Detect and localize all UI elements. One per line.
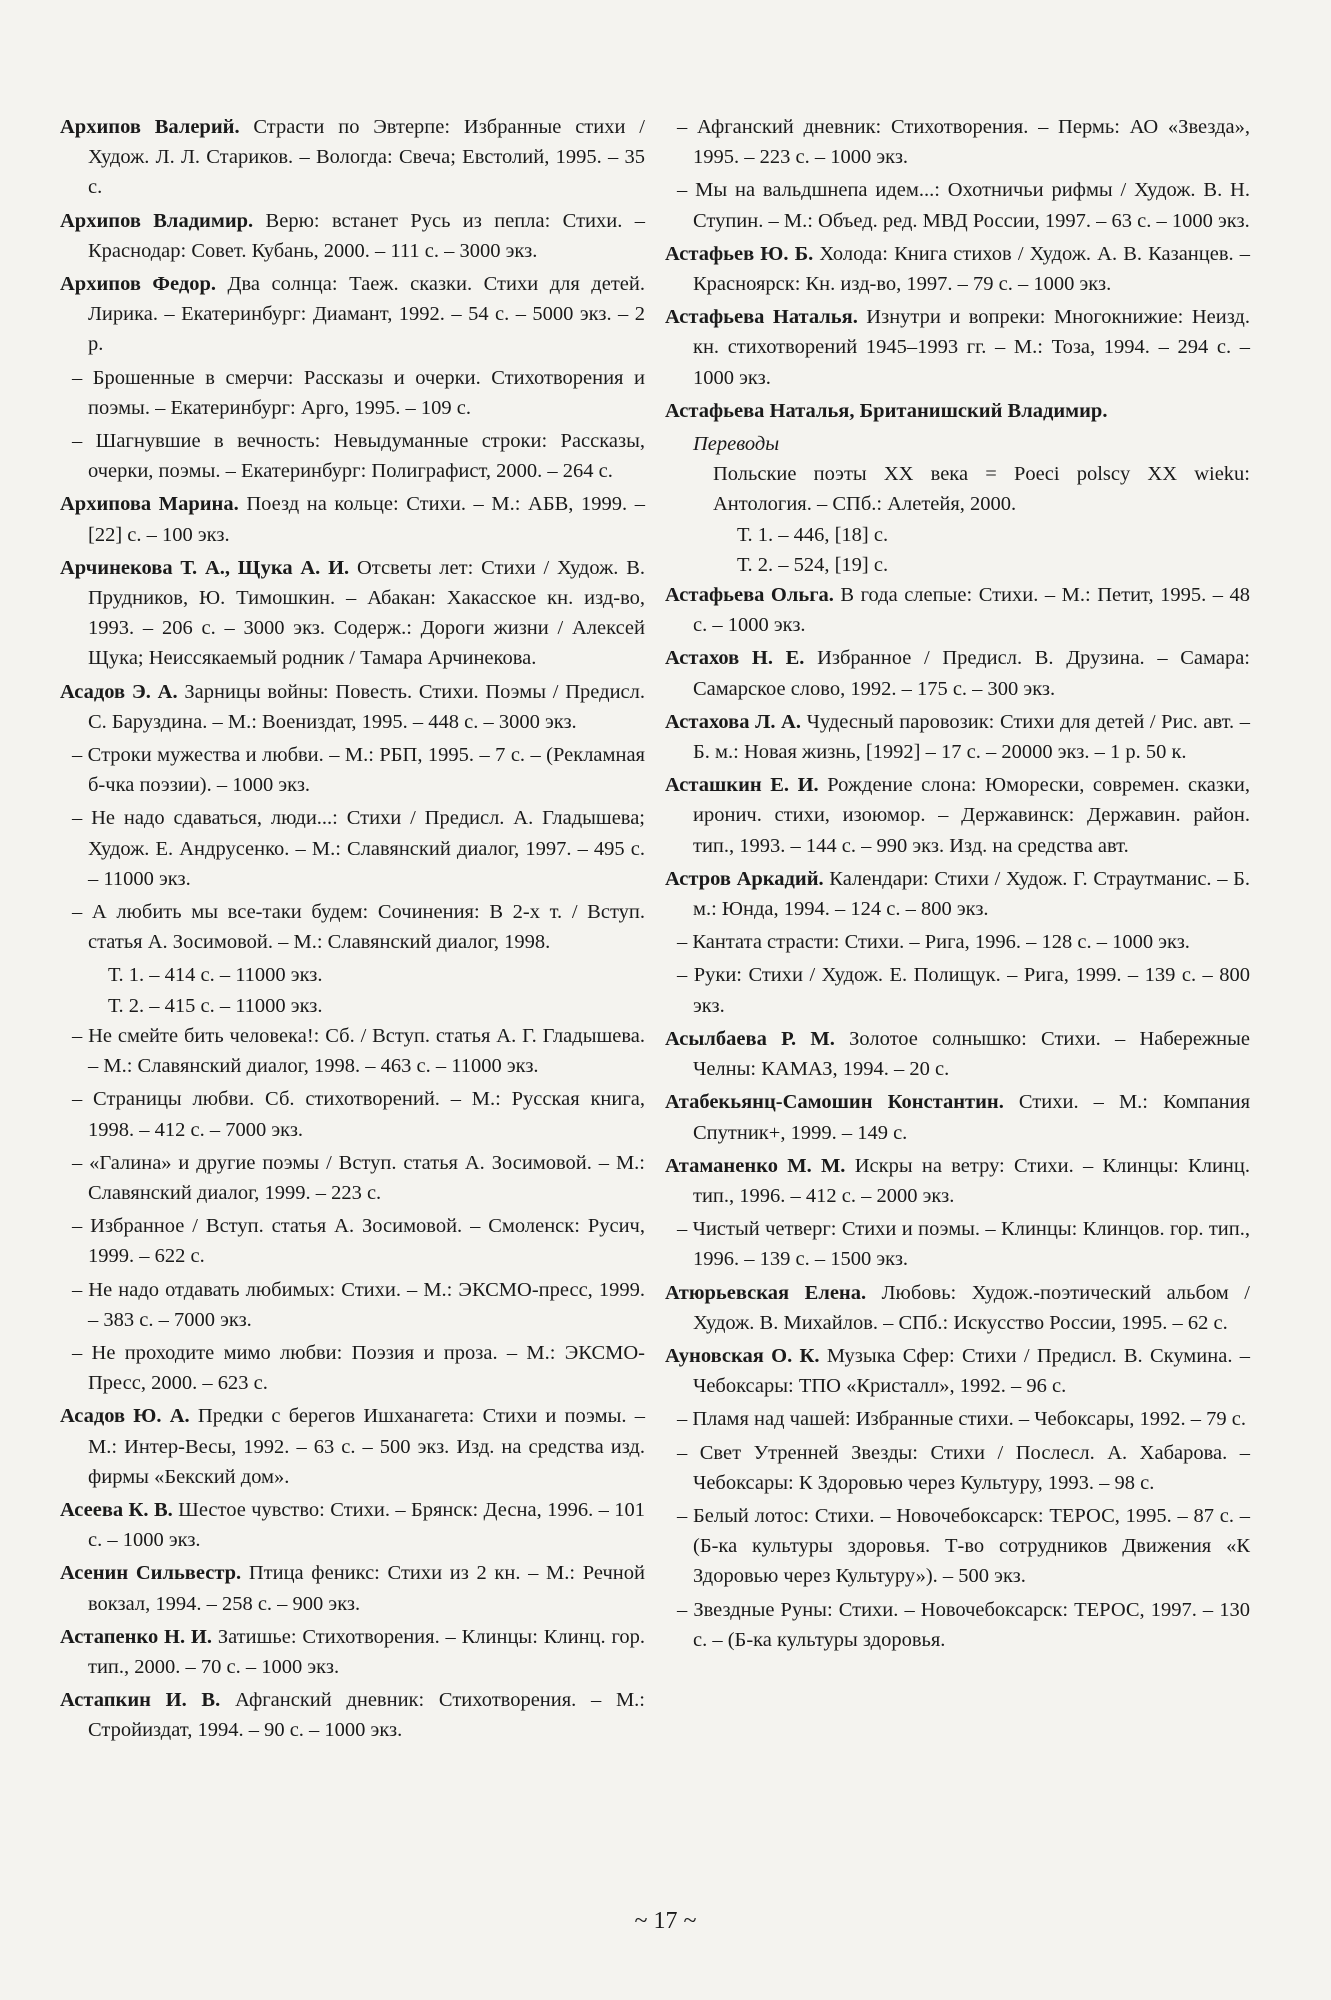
entry-text: Верю: встанет Русь из пепла: Стихи. – Краснодар: Совет. Кубань, 2000. – 111 с. – 3000 экз. (88, 209, 645, 262)
entry-text: Затишье: Стихотворения. – Клинцы: Клинц. гор. тип., 2000. – 70 с. – 1000 экз. (88, 1625, 645, 1678)
sub-entry: – Свет Утренней Звезды: Стихи / Послесл. А. Хабарова. – Чебоксары: К Здоровью через Культуру, 1993. – 98 с. (677, 1441, 1250, 1494)
entry-author: Арчинекова Т. А., Щука А. И. (60, 556, 350, 579)
entry-text: Зарницы войны: Повесть. Стихи. Поэмы / Предисл. С. Баруздина. – М.: Воениздат, 1995. – 448 с. – 3000 экз. (88, 680, 645, 733)
entry-author: Архипов Владимир. (60, 209, 254, 232)
entry-author: Атюрьевская Елена. (665, 1281, 867, 1304)
sub-entry: – Мы на вальдшнепа идем...: Охотничьи рифмы / Худож. В. Н. Ступин. – М.: Объед. ред. МВД России, 1997. – 63 с. – 1000 экз. (677, 179, 1250, 232)
entry-author: Ауновская О. К. (665, 1344, 820, 1367)
entry-line: Т. 1. – 414 с. – 11000 экз. (108, 964, 323, 987)
entry-text: Избранное / Предисл. В. Друзина. – Самара: Самарское слово, 1992. – 175 с. – 300 экз. (693, 647, 1250, 700)
sub-entry: – Руки: Стихи / Худож. Е. Полищук. – Рига, 1999. – 139 с. – 800 экз. (677, 964, 1250, 1017)
entry-text: Любовь: Худож.-поэтический альбом / Худож. В. Михайлов. – СПб.: Искусство России, 1995. – 62 с. (693, 1281, 1250, 1334)
entry-text: Рождение слона: Юморески, современ. сказки, иронич. стихи, изоюмор. – Державинск: Державин. район. тип., 1993. – 144 с. – 990 экз. Изд. на средства авт. (693, 774, 1251, 857)
entry-author: Асташкин Е. И. (665, 774, 819, 797)
bibliography-entry (665, 239, 1250, 299)
bibliography-entry (665, 1024, 1250, 1084)
sub-entry: – Не надо сдаваться, люди...: Стихи / Предисл. А. Гладышева; Худож. Е. Андрусенко. – М.: Славянский диалог, 1997. – 495 с. – 11000 экз. (72, 807, 645, 890)
sub-entry: – Избранное / Вступ. статья А. Зосимовой. – Смоленск: Русич, 1999. – 622 с. (72, 1215, 645, 1268)
entry-author: Архипов Валерий. (60, 116, 240, 138)
bibliography-entry (665, 707, 1250, 767)
sub-entry: – Строки мужества и любви. – М.: РБП, 1995. – 7 с. – (Рекламная б-чка поэзии). – 1000 экз. (72, 744, 645, 797)
section-label: Переводы (693, 433, 780, 456)
entry-author: Архипов Федор. (60, 273, 216, 296)
entry-author: Атабекьянц-Самошин Константин. (665, 1091, 1004, 1114)
entry-author: Асадов Э. А. (60, 680, 178, 703)
bibliography-entry (665, 770, 1250, 861)
entry-author: Астафьев Ю. Б. (665, 242, 814, 265)
entry-author: Асадов Ю. А. (60, 1405, 190, 1428)
entry-text: Птица феникс: Стихи из 2 кн. – М.: Речной вокзал, 1994. – 258 с. – 900 экз. (88, 1562, 645, 1615)
bibliography-entry (60, 1622, 645, 1682)
entry-author: Астафьева Наталья. (665, 306, 858, 329)
bibliography-entry (60, 1495, 645, 1555)
sub-entry: – «Галина» и другие поэмы / Вступ. статья А. Зосимовой. – М.: Славянский диалог, 1999. – 223 с. (72, 1151, 645, 1204)
bibliography-entry (60, 553, 645, 674)
entry-text: Календари: Стихи / Худож. Г. Страутманис. – Б. м.: Юнда, 1994. – 124 с. – 800 экз. (693, 867, 1250, 921)
bibliography-entry (665, 580, 1250, 640)
sub-entry: – Не проходите мимо любви: Поэзия и проза. – М.: ЭКСМО-Пресс, 2000. – 623 с. (72, 1341, 645, 1395)
sub-entry: – Пламя над чашей: Избранные стихи. – Чебоксары, 1992. – 79 с. (677, 1408, 1246, 1431)
entry-text: Страсти по Эвтерпе: Избранные стихи / Худож. Л. Л. Стариков. – Вологда: Свеча; Евстолий, 1995. – 35 с. (88, 116, 645, 199)
bibliography-entry (60, 269, 645, 360)
bibliography-entry (60, 206, 645, 266)
sub-entry: – Афганский дневник: Стихотворения. – Пермь: АО «Звезда», 1995. – 223 с. – 1000 экз. (677, 116, 1250, 169)
entry-author: Астапкин И. В. (60, 1689, 221, 1712)
entry-text: Предки с берегов Ишханагета: Стихи и поэмы. – М.: Интер-Весы, 1992. – 63 с. – 500 экз. Изд. на средства изд. фирмы «Бекский дом». (88, 1405, 645, 1488)
entry-author: Астахова Л. А. (665, 710, 801, 733)
sub-entry: – Кантата страсти: Стихи. – Рига, 1996. – 128 с. – 1000 экз. (677, 931, 1190, 954)
sub-entry: – Страницы любви. Сб. стихотворений. – М.: Русская книга, 1998. – 412 с. – 7000 экз. (72, 1088, 645, 1141)
page-number: ~ 17 ~ (634, 1908, 697, 1934)
sub-entry: – А любить мы все-таки будем: Сочинения: В 2-х т. / Вступ. статья А. Зосимовой. – М.: Славянский диалог, 1998. (72, 901, 645, 954)
entry-line: Т. 1. – 446, [18] с. (737, 523, 889, 546)
entry-line: Т. 2. – 524, [19] с. (737, 553, 889, 576)
sub-entry: – Звездные Руны: Стихи. – Новочебоксарск: ТЕРОС, 1997. – 130 с. – (Б-ка культуры здоровья. (677, 1598, 1250, 1651)
entry-text: Поезд на кольце: Стихи. – М.: АБВ, 1999. – [22] с. – 100 экз. (88, 493, 645, 546)
sub-entry: – Шагнувшие в вечность: Невыдуманные строки: Рассказы, очерки, поэмы. – Екатеринбург: Полиграфист, 2000. – 264 с. (72, 430, 645, 483)
entry-text: Холода: Книга стихов / Худож. А. В. Казанцев. – Красноярск: Кн. изд-во, 1997. – 79 с. – 1000 экз. (693, 242, 1251, 296)
bibliography-entry (60, 1685, 645, 1745)
bibliography-entry (665, 302, 1250, 393)
entry-text: Искры на ветру: Стихи. – Клинцы: Клинц. тип., 1996. – 412 с. – 2000 экз. (693, 1154, 1250, 1207)
entry-author: Астапенко Н. И. (60, 1625, 212, 1648)
entry-line: Польские поэты XX века = Poeci polscy XX wieku: Антология. – СПб.: Алетейя, 2000. (713, 463, 1250, 516)
bibliography-entry (665, 864, 1250, 924)
entry-text: Музыка Сфер: Стихи / Предисл. В. Скумина. – Чебоксары: ТПО «Кристалл», 1992. – 96 с. (693, 1344, 1250, 1398)
right-column (665, 112, 1250, 1658)
entry-author: Астахов Н. Е. (665, 647, 805, 670)
entry-text: В года слепые: Стихи. – М.: Петит, 1995. – 48 с. – 1000 экз. (693, 584, 1251, 637)
left-column (60, 112, 645, 1749)
bibliography-entry (665, 1341, 1250, 1401)
entry-text: Отсветы лет: Стихи / Худож. В. Прудников, Ю. Тимошкин. – Абакан: Хакасское кн. изд-во, 1993. – 206 с. – 3000 экз. Содерж.: Дороги жизни / Алексей Щука; Неиссякаемый родник / Тамара Арчинекова. (88, 556, 645, 670)
bibliography-entry (665, 643, 1250, 703)
entry-author: Асенин Сильвестр. (60, 1562, 242, 1585)
entry-author: Астафьева Ольга. (665, 584, 834, 607)
entry-text: Изнутри и вопреки: Многокнижие: Неизд. кн. стихотворений 1945–1993 гг. – М.: Тоза, 1994. – 294 с. – 1000 экз. (693, 306, 1250, 389)
entry-author: Атаманенко М. М. (665, 1154, 846, 1177)
bibliography-entry (665, 1087, 1250, 1147)
entry-text: Стихи. – М.: Компания Спутник+, 1999. – 149 с. (693, 1091, 1250, 1144)
bibliography-entry (60, 1401, 645, 1492)
entry-author: Архипова Марина. (60, 493, 239, 516)
bibliography-entry (60, 112, 645, 203)
entry-text: Два солнца: Таеж. сказки. Стихи для детей. Лирика. – Екатеринбург: Диамант, 1992. – 54 с. – 5000 экз. – 2 р. (88, 273, 645, 356)
bibliography-entry (60, 677, 645, 737)
entry-text: Шестое чувство: Стихи. – Брянск: Десна, 1996. – 101 с. – 1000 экз. (88, 1498, 645, 1552)
sub-entry: – Не надо отдавать любимых: Стихи. – М.: ЭКСМО-пресс, 1999. – 383 с. – 7000 экз. (72, 1278, 645, 1331)
entry-author: Асылбаева Р. М. (665, 1027, 835, 1050)
bibliography-entry (60, 1558, 645, 1618)
entry-text: Чудесный паровозик: Стихи для детей / Рис. авт. – Б. м.: Новая жизнь, [1992] – 17 с. – 20000 экз. – 1 р. 50 к. (693, 710, 1250, 764)
sub-entry: – Белый лотос: Стихи. – Новочебоксарск: ТЕРОС, 1995. – 87 с. – (Б-ка культуры здоровья. Т-во сотрудников Движения «К Здоровью через Культуру»). – 500 экз. (677, 1504, 1250, 1588)
sub-entry: – Брошенные в смерчи: Рассказы и очерки. Стихотворения и поэмы. – Екатеринбург: Арго, 1995. – 109 с. (72, 366, 645, 419)
entry-line: Т. 2. – 415 с. – 11000 экз. (108, 994, 323, 1017)
entry-text: Афганский дневник: Стихотворения. – М.: Стройиздат, 1994. – 90 с. – 1000 экз. (88, 1689, 646, 1742)
entry-author: Астров Аркадий. (665, 867, 824, 890)
entry-text: Золотое солнышко: Стихи. – Набережные Челны: КАМАЗ, 1994. – 20 с. (693, 1027, 1250, 1081)
sub-entry: – Чистый четверг: Стихи и поэмы. – Клинцы: Клинцов. гор. тип., 1996. – 139 с. – 1500 экз. (677, 1218, 1250, 1271)
entry-author: Асеева К. В. (60, 1498, 173, 1521)
entry-heading: Астафьева Наталья, Британишский Владимир. (665, 399, 1108, 422)
bibliography-entry (665, 1151, 1250, 1211)
sub-entry: – Не смейте бить человека!: Сб. / Вступ. статья А. Г. Гладышева. – М.: Славянский диалог, 1998. – 463 с. – 11000 экз. (72, 1024, 645, 1078)
bibliography-entry (665, 1278, 1250, 1338)
bibliography-entry (60, 489, 645, 549)
